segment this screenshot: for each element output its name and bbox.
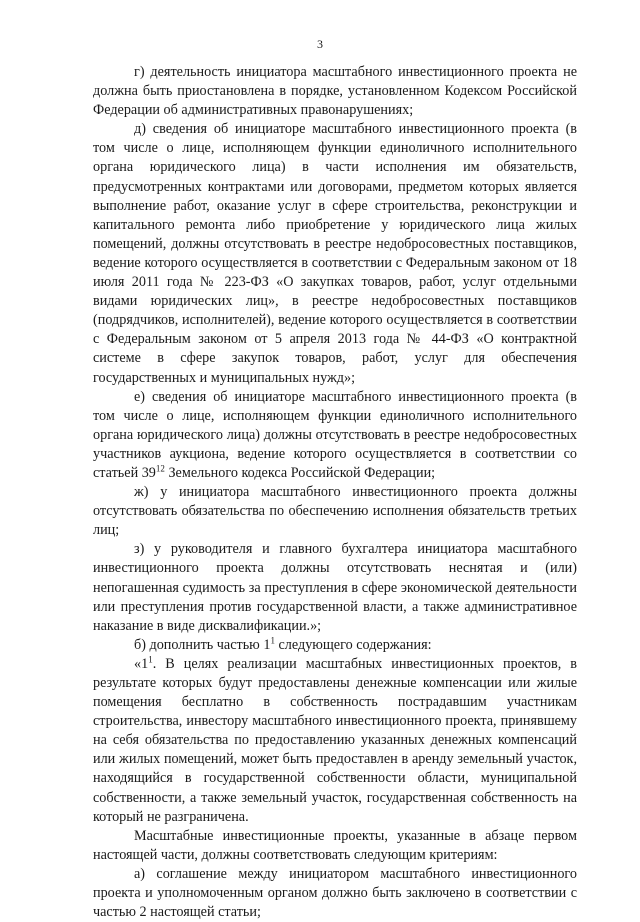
document-body bbox=[93, 63, 577, 922]
paragraph-part-1-1-text: . В целях реализации масштабных инвестиционных проектов, в результате которых будут предоставлены денежные компенсации или жилые помещения бесплатно в собственность пострадавшим участникам строительства, инвестору масштабного инвестиционного проекта, принявшему на себя обязательства по предоставлению указанных денежных компенсаций или жилых помещений, может быть предоставлен в аренду земельный участок, находящийся в государственной собственности области, муниципальной собственности, а также земельный участок, государственная собственность на который не разграничена. bbox=[93, 655, 577, 825]
paragraph-a: а) соглашение между инициатором масштабного инвестиционного проекта и уполномоченным органом должно быть заключено в соответствии с частью 2 настоящей статьи; bbox=[93, 865, 577, 921]
paragraph-d: д) сведения об инициаторе масштабного инвестиционного проекта (в том числе о лице, исполняющем функции единоличного исполнительного органа юридического лица) в части исполнения им обязательств, предусмотренных контрактами или договорами, предметом которых является выполнение работ, оказание услуг в сфере строительства, реконструкции и капитального ремонта либо приобретение у юридического лица жилых помещений, должны отсутствовать в реестре недобросовестных поставщиков, ведение которого осуществляется в соответствии с Федеральным законом от 18 июля 2011 года № 223-ФЗ «О закупках товаров, работ, услуг отдельными видами юридических лиц», в реестре недобросовестных поставщиков (подрядчиков, исполнителей), ведение которого осуществляется в соответствии с Федеральным законом от 5 апреля 2013 года № 44-ФЗ «О контрактной системе в сфере закупок товаров, работ, услуг для обеспечения государственных и муниципальных нужд»; bbox=[93, 121, 577, 386]
page-number: 3 bbox=[317, 37, 323, 51]
paragraph-part-1-1-lead: «1 bbox=[134, 655, 149, 672]
paragraph-b bbox=[93, 636, 577, 655]
paragraph-b-text: б) дополнить частью 1 bbox=[134, 636, 271, 653]
paragraph-e bbox=[93, 388, 577, 483]
paragraph-b-tail: следующего содержания: bbox=[274, 636, 432, 653]
paragraph-e-tail: Земельного кодекса Российской Федерации; bbox=[164, 464, 436, 481]
paragraph-e-text: е) сведения об инициаторе масштабного инвестиционного проекта (в том числе о лице, исполняющем функции единоличного исполнительного органа юридического лица) должны отсутствовать в реестре недобросовестных участников аукциона, ведение которого осуществляется в соответствии со статьей 39 bbox=[93, 388, 577, 481]
paragraph-criteria: Масштабные инвестиционные проекты, указанные в абзаце первом настоящей части, должны соответствовать следующим критериям: bbox=[93, 827, 577, 863]
part-1-1-superscript: 1 bbox=[148, 654, 153, 665]
article-superscript: 12 bbox=[155, 463, 165, 474]
paragraph-zh: ж) у инициатора масштабного инвестиционного проекта должны отсутствовать обязательства по обеспечению исполнения обязательств третьих лиц; bbox=[93, 484, 577, 539]
paragraph-z: з) у руководителя и главного бухгалтера инициатора масштабного инвестиционного проекта должны отсутствовать неснятая и (или) непогашенная судимость за преступления в сфере экономической деятельности или преступления против государственной власти, а также административное наказание в виде дисквалификации.»; bbox=[93, 541, 577, 634]
paragraph-g: г) деятельность инициатора масштабного инвестиционного проекта не должна быть приостановлена в порядке, установленном Кодексом Российской Федерации об административных правонарушениях; bbox=[93, 64, 577, 119]
part-superscript: 1 bbox=[270, 635, 275, 646]
paragraph-part-1-1 bbox=[93, 655, 577, 827]
